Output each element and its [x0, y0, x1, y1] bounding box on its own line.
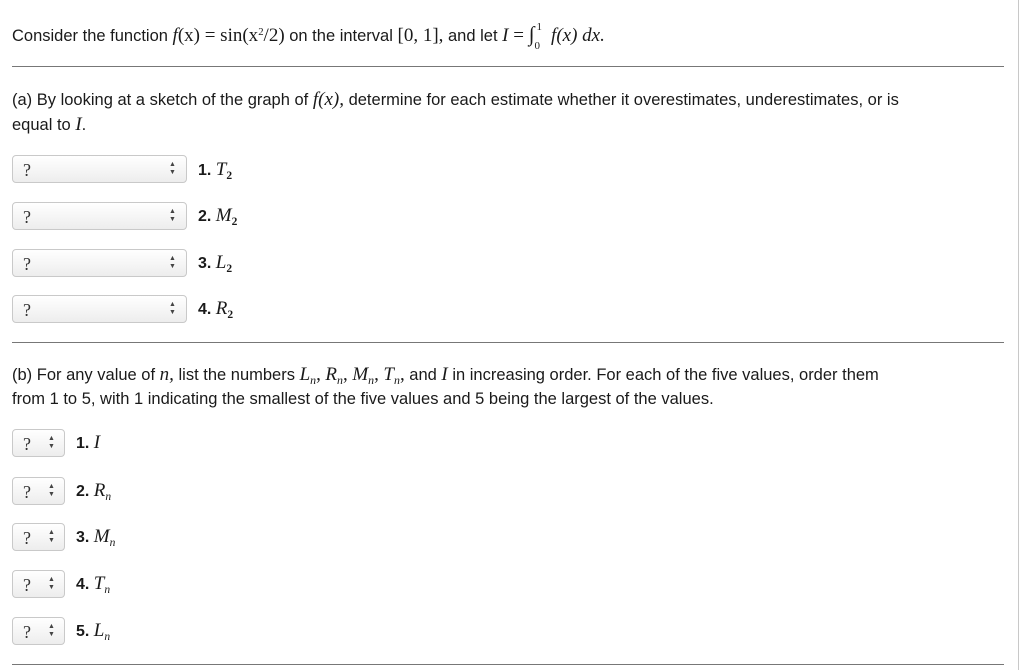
label-a-1 — [198, 159, 232, 182]
var-T: T — [383, 364, 394, 385]
item-num: 1. — [76, 435, 90, 452]
select-value: ? — [23, 528, 31, 548]
item-var: T — [215, 159, 227, 180]
part-b-n: n, — [159, 364, 174, 385]
item-sub: n — [105, 491, 112, 504]
part-b-text-3: and — [409, 366, 437, 384]
var-M: M — [352, 364, 369, 385]
part-b-text-4: in increasing order. For each of the five values, order them — [452, 366, 879, 384]
part-a-text-2: determine for each estimate whether it overestimates, underestimates, or is — [348, 91, 899, 109]
label-b-2 — [76, 480, 111, 503]
part-b-line-1 — [12, 364, 879, 388]
item-var: M — [215, 205, 232, 226]
part-a-dot: . — [81, 116, 87, 134]
comma: , — [342, 364, 348, 385]
intro-interval: [0, 1], — [397, 25, 444, 46]
label-a-4 — [198, 298, 233, 321]
label-a-2 — [198, 205, 237, 228]
select-value: ? — [23, 160, 31, 180]
select-b-3[interactable] — [12, 523, 65, 551]
item-sub: 2 — [226, 263, 233, 276]
select-b-4[interactable] — [12, 570, 65, 598]
part-b-I: I — [441, 364, 448, 385]
part-b-text-2: list the numbers — [178, 366, 295, 384]
label-b-3 — [76, 526, 115, 549]
select-value: ? — [23, 622, 31, 642]
intro-fx-tail: /2) — [263, 25, 285, 46]
part-a-line-2 — [12, 114, 86, 136]
item-sub: 2 — [231, 216, 238, 229]
select-value: ? — [23, 575, 31, 595]
part-b-text-5: from 1 to 5, with 1 indicating the smallest of the five values and 5 being the largest of the values. — [12, 390, 714, 408]
part-a-text-3: equal to — [12, 116, 71, 134]
part-a-text-1: (a) By looking at a sketch of the graph of — [12, 91, 309, 109]
updown-arrows-icon: ▲ ▼ — [169, 255, 176, 270]
updown-arrows-icon: ▲ ▼ — [48, 623, 55, 638]
item-num: 2. — [76, 483, 90, 500]
integral-upper: 1 — [536, 20, 542, 33]
updown-arrows-icon: ▲ ▼ — [169, 161, 176, 176]
var-L: L — [299, 364, 311, 385]
divider-2 — [12, 342, 1004, 343]
item-sub: n — [109, 537, 116, 550]
comma: , — [316, 364, 321, 385]
comma: , — [374, 364, 379, 385]
item-sub: 2 — [227, 309, 234, 322]
select-a-1[interactable] — [12, 155, 187, 183]
var-R: R — [325, 364, 338, 385]
divider-3 — [12, 664, 1004, 665]
part-a-line-1 — [12, 89, 899, 111]
intro-interval-text: on the interval — [289, 27, 393, 45]
select-a-3[interactable] — [12, 249, 187, 277]
item-var: R — [215, 298, 228, 319]
part-a-fx: f(x), — [312, 89, 344, 110]
select-value: ? — [23, 482, 31, 502]
select-a-2[interactable] — [12, 202, 187, 230]
item-num: 5. — [76, 623, 90, 640]
label-b-1 — [76, 432, 100, 455]
updown-arrows-icon: ▲ ▼ — [48, 483, 55, 498]
select-value: ? — [23, 254, 31, 274]
sub-n: n — [394, 373, 400, 388]
intro-and-let: and let — [448, 27, 498, 45]
item-var: L — [93, 620, 105, 641]
item-var: R — [93, 480, 106, 501]
item-num: 4. — [76, 576, 90, 593]
select-b-1[interactable] — [12, 429, 65, 457]
item-var: T — [93, 573, 105, 594]
item-num: 2. — [198, 208, 212, 225]
updown-arrows-icon: ▲ ▼ — [48, 435, 55, 450]
intro-fx-arg: (x) = sin(x — [177, 25, 259, 46]
label-b-5 — [76, 620, 110, 643]
intro-integrand: f(x) dx. — [551, 25, 605, 46]
select-b-2[interactable] — [12, 477, 65, 505]
integral-symbol: ∫ — [528, 22, 535, 46]
sub-n: n — [368, 373, 375, 388]
item-var: L — [215, 252, 227, 273]
item-var: I — [93, 432, 101, 453]
intro-equals: = — [508, 25, 529, 46]
label-a-3 — [198, 252, 232, 275]
intro-f: f — [172, 25, 178, 46]
updown-arrows-icon: ▲ ▼ — [48, 576, 55, 591]
item-num: 3. — [76, 529, 90, 546]
part-a-I: I — [75, 114, 82, 135]
integral-limits — [534, 20, 546, 52]
item-sub: n — [104, 584, 111, 597]
divider-1 — [12, 66, 1004, 67]
item-num: 3. — [198, 255, 212, 272]
intro-exponent: 2 — [258, 26, 264, 39]
part-b-line-2 — [12, 390, 714, 409]
select-value: ? — [23, 434, 31, 454]
item-sub: 2 — [226, 170, 233, 183]
updown-arrows-icon: ▲ ▼ — [48, 529, 55, 544]
intro-I: I — [502, 25, 509, 46]
select-a-4[interactable] — [12, 295, 187, 323]
item-sub: n — [104, 631, 111, 644]
comma: , — [399, 364, 405, 385]
intro-line — [12, 20, 605, 52]
item-var: M — [93, 526, 110, 547]
select-value: ? — [23, 207, 31, 227]
updown-arrows-icon: ▲ ▼ — [169, 208, 176, 223]
item-num: 1. — [198, 162, 212, 179]
item-num: 4. — [198, 301, 212, 318]
part-b-text-1: (b) For any value of — [12, 366, 156, 384]
integral-lower: 0 — [534, 39, 540, 52]
sub-n: n — [310, 373, 317, 388]
select-b-5[interactable] — [12, 617, 65, 645]
label-b-4 — [76, 573, 110, 596]
sub-n: n — [337, 373, 343, 388]
intro-prefix: Consider the function — [12, 27, 168, 45]
updown-arrows-icon: ▲ ▼ — [169, 301, 176, 316]
select-value: ? — [23, 300, 31, 320]
